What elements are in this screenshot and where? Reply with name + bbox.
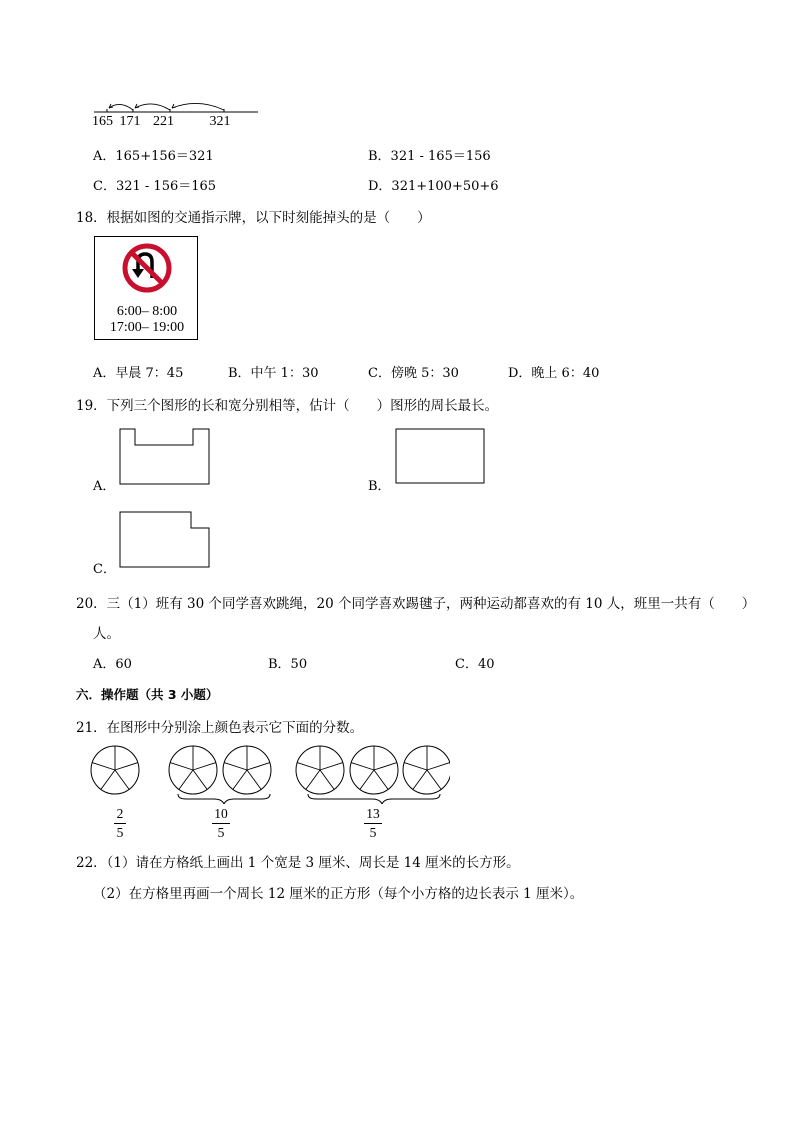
q20-option-b[interactable]: B．50 [268,657,308,672]
q22-part2: （2）在方格里再画一个周长 12 厘米的正方形（每个小方格的边长表示 1 厘米）。 [93,886,584,902]
q19-label-c[interactable]: C． [93,562,116,577]
brace-13-5 [308,794,440,804]
q20-question-line2: 人。 [93,626,120,642]
fraction-numerator: 2 [116,806,124,821]
sign-time-morning: 6:00– 8:00 [116,304,178,319]
no-u-turn-icon [121,242,173,294]
fraction-circle[interactable] [91,746,139,794]
fraction-13-5 [358,806,388,841]
q20-option-c[interactable]: C．40 [455,657,495,672]
fraction-circle[interactable] [169,746,217,794]
q19-question: 19．下列三个图形的长和宽分别相等，估计（ ）图形的周长最长。 [76,398,499,414]
fraction-bar [212,823,230,824]
label-171: 171 [119,114,141,129]
q18-option-b[interactable]: B．中午 1：30 [228,366,319,381]
jump-arrow-3 [172,103,224,110]
q17-option-a[interactable]: A．165+156＝321 [93,149,214,164]
shape-b-rectangle[interactable] [395,428,486,485]
fraction-circles [90,740,450,804]
q19-label-a[interactable]: A． [93,479,116,494]
q17-option-d[interactable]: D．321+100+50+6 [368,179,499,194]
shape-a-notched[interactable] [119,428,211,486]
q18-option-d[interactable]: D．晚上 6：40 [508,366,600,381]
arrowhead-3 [172,104,176,108]
q20-question-line1: 20．三（1）班有 30 个同学喜欢跳绳，20 个同学喜欢踢毽子，两种运动都喜欢的有 10 人，班里一共有（ ） [76,596,756,612]
fraction-circle[interactable] [350,746,398,794]
jump-arrow-2 [135,104,170,110]
fraction-2-5 [105,806,135,841]
q18-option-a[interactable]: A．早晨 7：45 [93,366,184,381]
q18-question: 18．根据如图的交通指示牌，以下时刻能掉头的是（ ） [76,210,431,226]
q20-option-a[interactable]: A．60 [93,657,132,672]
sign-time-evening: 17:00– 19:00 [109,320,185,335]
q22-part1: 22．（1）请在方格纸上画出 1 个宽是 3 厘米、周长是 14 厘米的长方形。 [76,855,520,871]
fraction-bar [114,823,126,824]
fraction-circle[interactable] [296,746,344,794]
label-321: 321 [209,114,231,129]
fraction-denominator: 5 [116,825,124,840]
q19-label-b[interactable]: B． [368,479,391,494]
fraction-numerator: 10 [214,806,228,821]
fraction-numerator: 13 [366,806,380,821]
q17-option-c[interactable]: C．321 - 156＝165 [93,179,217,194]
traffic-sign [94,236,198,340]
label-221: 221 [153,114,174,129]
shape-c-cut-corner[interactable] [119,511,211,569]
fraction-denominator: 5 [369,825,377,840]
q17-option-b[interactable]: B．321 - 165＝156 [368,149,491,164]
label-165: 165 [92,114,113,129]
q18-option-c[interactable]: C．傍晚 5：30 [368,366,459,381]
fraction-10-5 [206,806,236,841]
brace-10-5 [178,794,270,804]
circle-group [91,746,450,794]
q21-question: 21．在图形中分别涂上颜色表示它下面的分数。 [76,720,364,736]
fraction-circle[interactable] [403,746,450,794]
fraction-denominator: 5 [217,825,225,840]
number-line-labels [92,114,231,130]
fraction-circle[interactable] [223,746,271,794]
section-heading: 六．操作题（共 3 小题） [76,687,219,702]
fraction-bar [364,823,382,824]
